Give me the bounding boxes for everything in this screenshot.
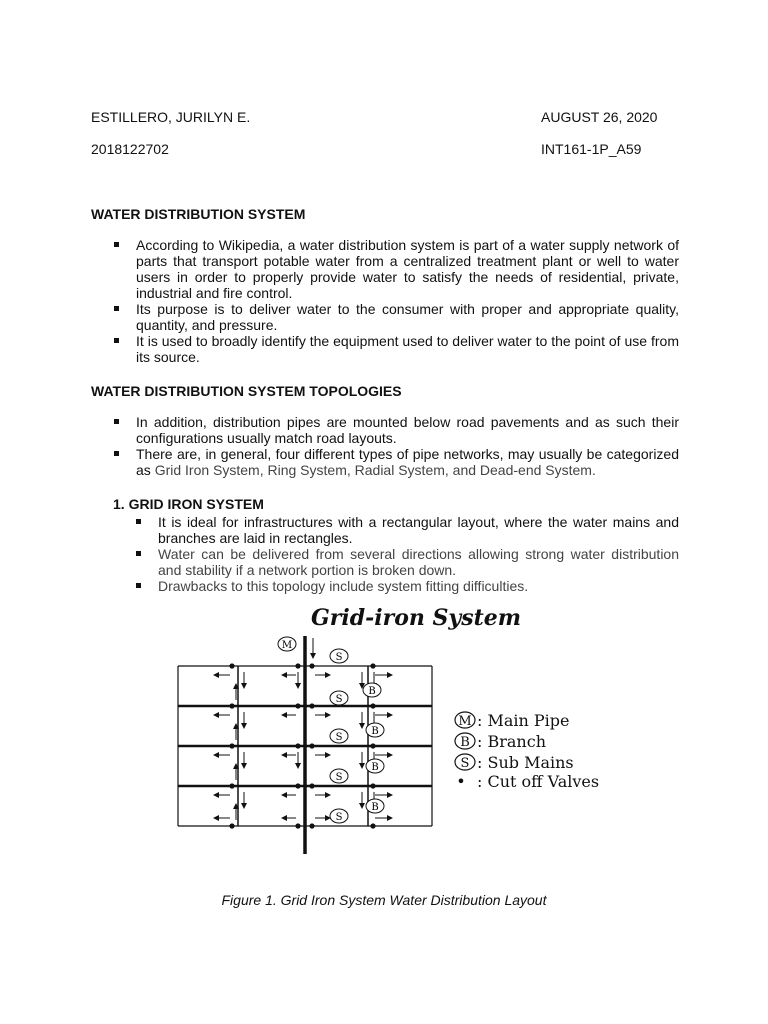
list-item [113,446,679,478]
branch-symbol [366,759,384,773]
document-date: AUGUST 26, 2020 [541,109,658,125]
legend-entry-main-pipe [455,711,570,730]
legend-label: : Branch [477,732,546,751]
figure-caption: Figure 1. Grid Iron System Water Distribution Layout [221,892,547,908]
grid-iron-heading: 1. GRID IRON SYSTEM [113,496,264,512]
symbol-label: B [371,762,379,773]
sub-main-symbol [330,729,348,743]
symbol-label: M [281,640,293,651]
figure-legend [455,711,599,791]
section-title-topologies: WATER DISTRIBUTION SYSTEM TOPOLOGIES [91,383,402,399]
figure-title: Grid-iron System [311,605,522,631]
symbol-label: S [335,732,343,743]
legend-label: : Cut off Valves [477,772,600,791]
distribution-bullet-list [113,237,679,365]
grid-iron-bullet-list [135,514,679,594]
main-pipe-symbol [278,637,296,651]
list-item: Drawbacks to this topology include system fitting difficulties. [135,578,679,594]
section-title-distribution: WATER DISTRIBUTION SYSTEM [91,206,306,222]
branch-symbol [366,799,384,813]
list-item: In addition, distribution pipes are mounted below road pavements and as such their configurations usually match road layouts. [113,414,679,446]
grid-iron-diagram [170,602,630,862]
legend-entry-branch [455,732,546,751]
symbol-label: S [335,812,343,823]
topologies-bullet-list [113,414,679,478]
list-item: Water can be delivered from several directions allowing strong water distribution and stability if a network portion is broken down. [135,546,679,578]
author-name: ESTILLERO, JURILYN E. [91,109,251,125]
list-item-text: There are, in general, four different types of pipe networks, may usually be categorized as [136,446,679,478]
legend-label: : Main Pipe [477,711,570,730]
legend-symbol: M [458,714,472,729]
sub-main-symbol [330,691,348,705]
branch-symbol [363,683,381,697]
sub-main-symbols [330,649,348,823]
list-item: It is used to broadly identify the equipment used to deliver water to the point of use from its source. [113,333,679,365]
legend-symbol: S [460,756,470,771]
legend-entry-sub-mains [455,753,574,772]
symbol-label: S [335,652,343,663]
symbol-label: B [371,802,379,813]
branch-symbol [366,723,384,737]
list-item: It is ideal for infrastructures with a rectangular layout, where the water mains and branches are laid in rectangles. [135,514,679,546]
sub-main-symbol [330,649,348,663]
symbol-label: B [368,686,376,697]
list-item: Its purpose is to deliver water to the consumer with proper and appropriate quality, quantity, and pressure. [113,301,679,333]
legend-symbol: B [460,735,470,750]
list-item-text-continued: Grid Iron System, Ring System, Radial System, and Dead-end System. [154,462,596,478]
sub-main-symbol [330,809,348,823]
symbol-label: S [335,694,343,705]
legend-entry-cut-off-valves [456,772,599,791]
legend-symbol: • [456,772,466,791]
student-id: 2018122702 [91,141,169,157]
sub-main-symbol [330,769,348,783]
list-item: According to Wikipedia, a water distribution system is part of a water supply network of parts that transport potable water from a centralized treatment plant or well to water users in order to properly provide water to satisfy the needs of residential, private, industrial and fire control. [113,237,679,301]
course-code: INT161-1P_A59 [541,141,642,157]
legend-label: : Sub Mains [477,753,574,772]
symbol-label: S [335,772,343,783]
symbol-label: B [371,726,379,737]
